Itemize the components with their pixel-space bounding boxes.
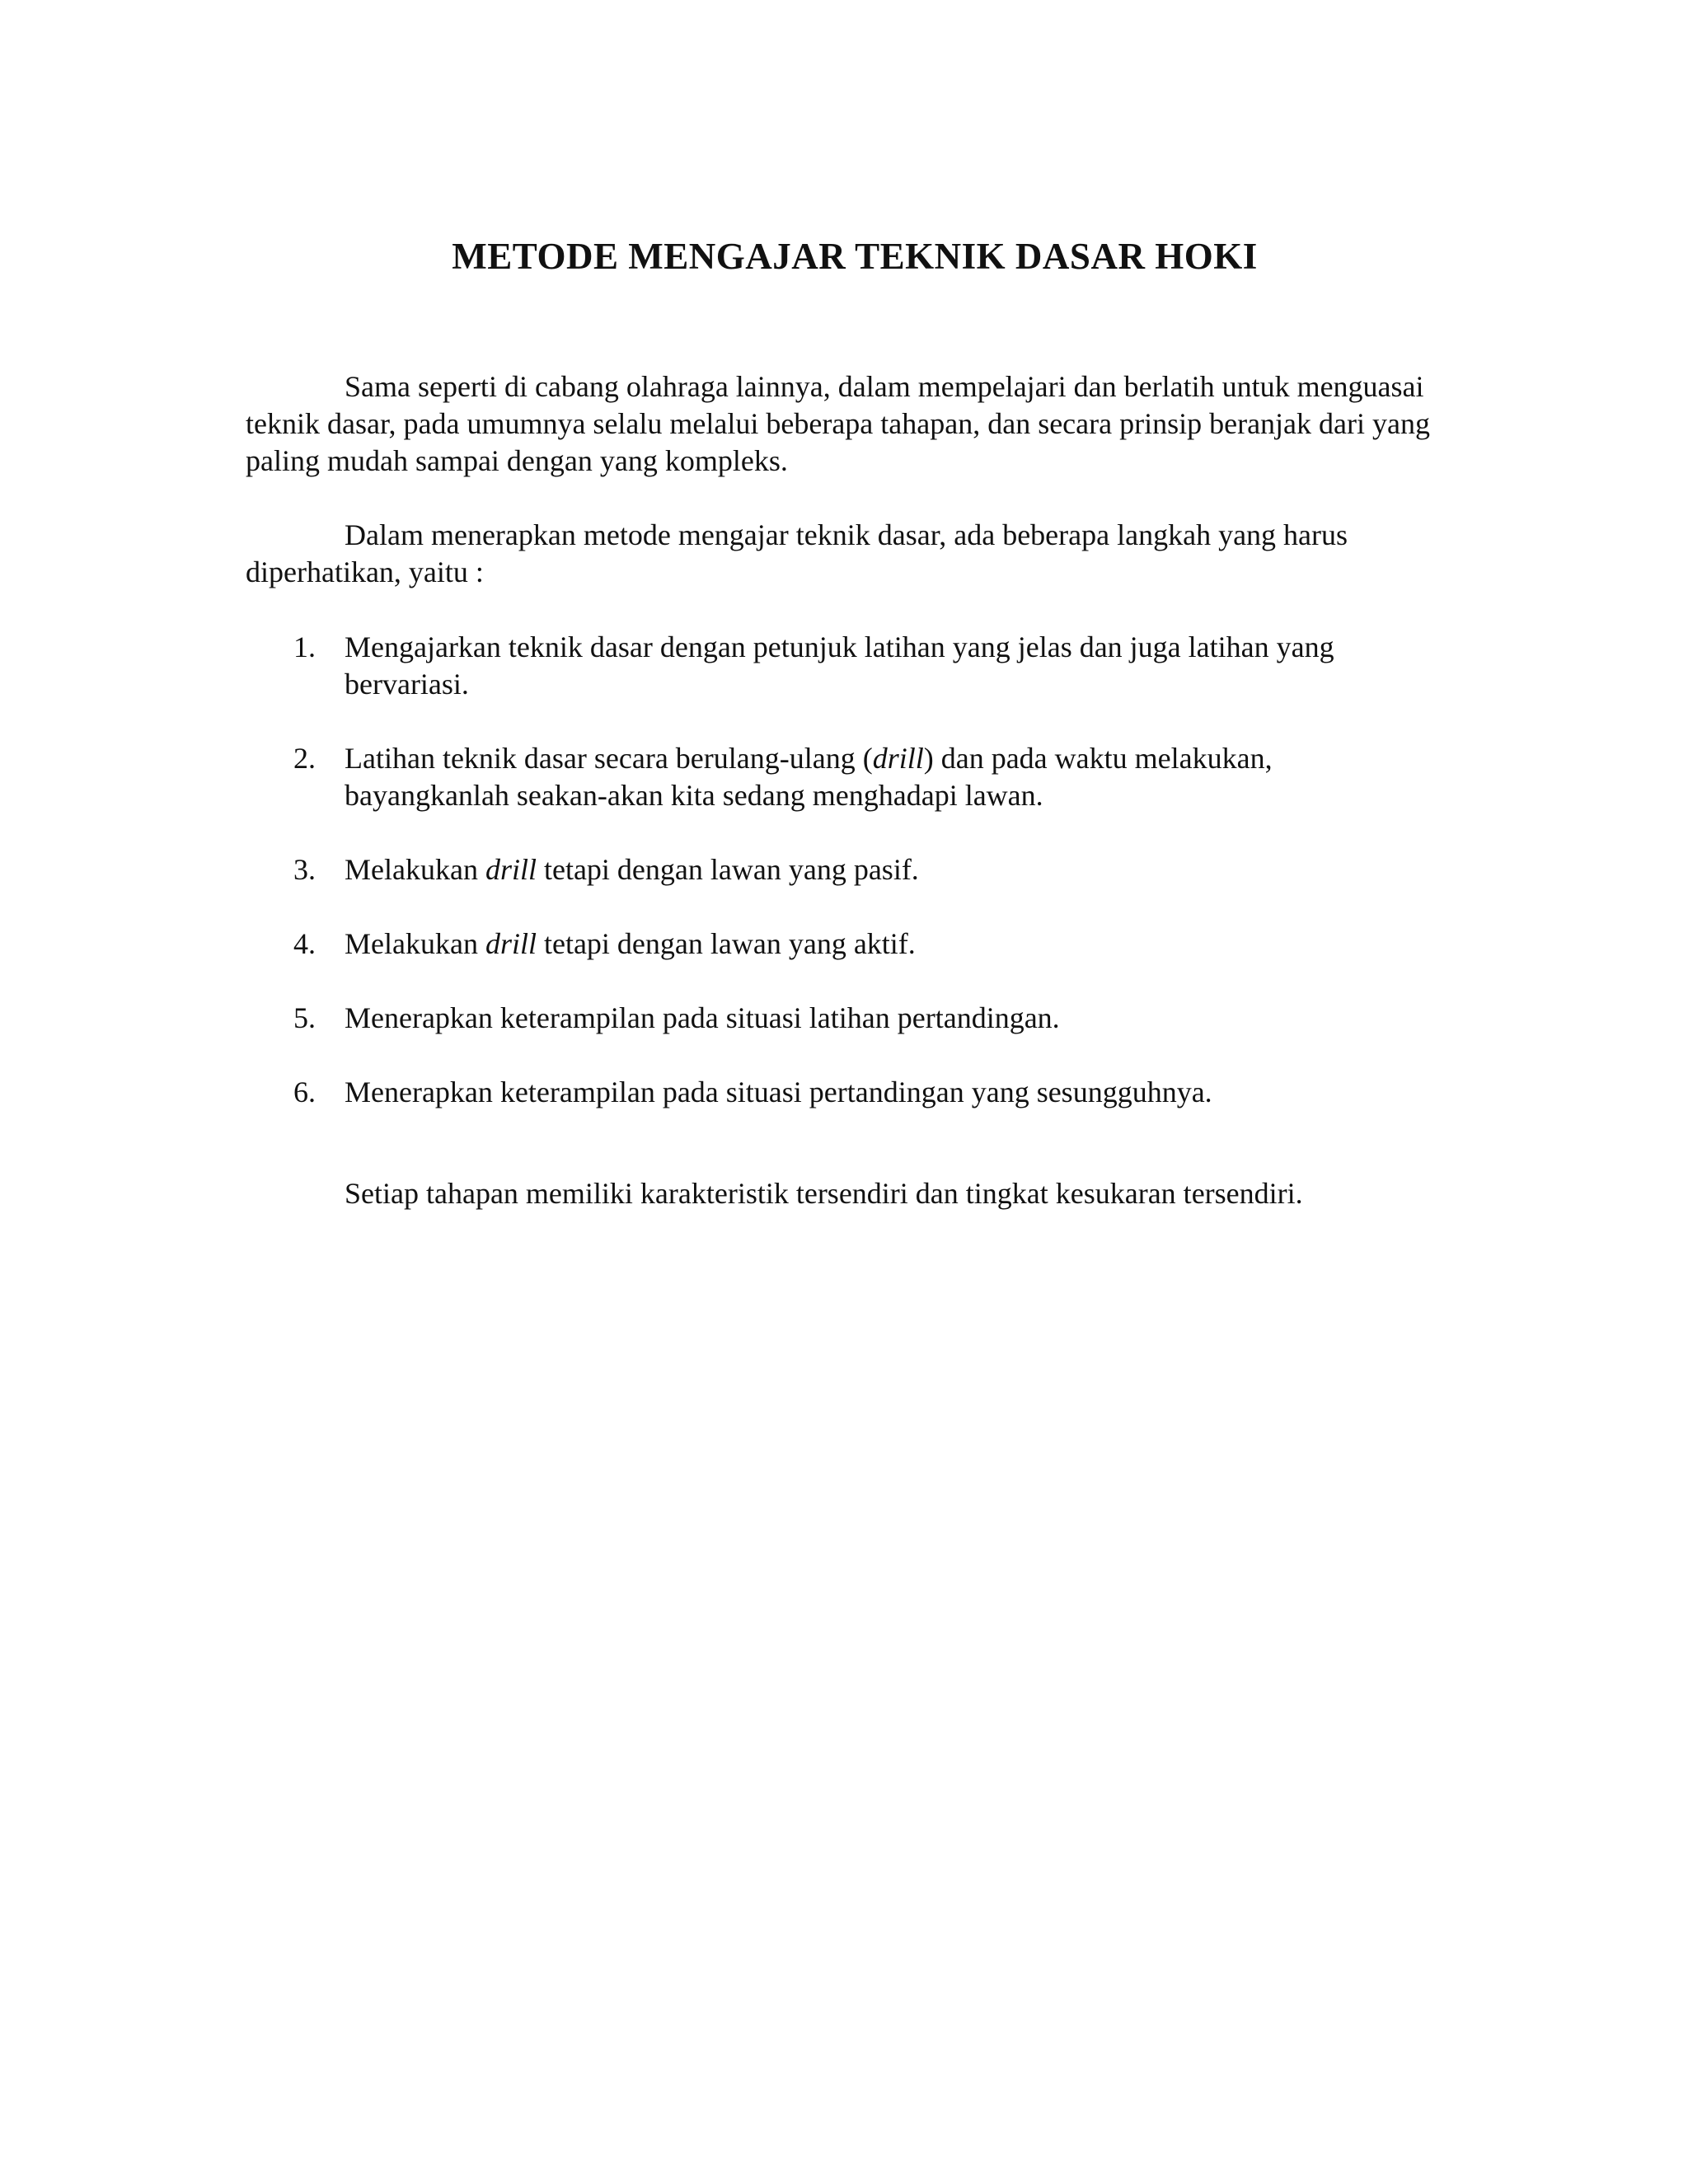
step-number: 3. <box>293 853 316 886</box>
step-item-4 <box>246 926 1441 963</box>
step-text-line2: bayangkanlah seakan-akan kita sedang menghadapi lawan. <box>345 779 1043 812</box>
document-title: METODE MENGAJAR TEKNIK DASAR HOKI <box>452 236 1258 277</box>
step-text-before: Latihan teknik dasar secara berulang-ulang ( <box>345 742 873 775</box>
step-number: 2. <box>293 742 316 775</box>
steps-intro-text: Dalam menerapkan metode mengajar teknik dasar, ada beberapa langkah yang harus diperhatikan, yaitu : <box>246 518 1348 588</box>
step-text-line2: bervariasi. <box>345 668 469 701</box>
step-text: Menerapkan keterampilan pada situasi pertandingan yang sesungguhnya. <box>345 1076 1212 1108</box>
steps-list <box>246 629 1441 1111</box>
step-item-5 <box>246 1000 1441 1037</box>
step-item-3 <box>246 851 1441 888</box>
step-text-italic: drill <box>872 742 924 775</box>
step-text: Menerapkan keterampilan pada situasi latihan pertandingan. <box>345 1001 1060 1034</box>
step-text-before: Melakukan <box>345 853 485 886</box>
steps-intro-paragraph <box>246 517 1441 591</box>
step-item-2 <box>246 740 1441 814</box>
step-text-after: tetapi dengan lawan yang aktif. <box>536 927 916 960</box>
step-number: 6. <box>293 1076 316 1108</box>
step-number: 1. <box>293 630 316 663</box>
step-number: 4. <box>293 927 316 960</box>
intro-paragraph <box>246 368 1441 480</box>
step-text-after: tetapi dengan lawan yang pasif. <box>536 853 919 886</box>
step-text-line1: Mengajarkan teknik dasar dengan petunjuk latihan yang jelas dan juga latihan yang <box>345 630 1334 663</box>
intro-paragraph-text: Sama seperti di cabang olahraga lainnya, dalam mempelajari dan berlatih untuk menguasai teknik dasar, pada umumnya selalu melalui beberapa tahapan, dan secara prinsip beranjak dari yang paling mudah sampai dengan yang kompleks. <box>246 370 1430 477</box>
step-item-1 <box>246 629 1441 703</box>
step-text-before: Melakukan <box>345 927 485 960</box>
closing-paragraph: Setiap tahapan memiliki karakteristik tersendiri dan tingkat kesukaran tersendiri. <box>345 1177 1303 1210</box>
step-text-after: ) dan pada waktu melakukan, <box>923 742 1273 775</box>
step-text-italic: drill <box>485 927 537 960</box>
step-number: 5. <box>293 1001 316 1034</box>
step-text-italic: drill <box>485 853 537 886</box>
document-page <box>246 235 1441 1212</box>
step-item-6 <box>246 1074 1441 1111</box>
